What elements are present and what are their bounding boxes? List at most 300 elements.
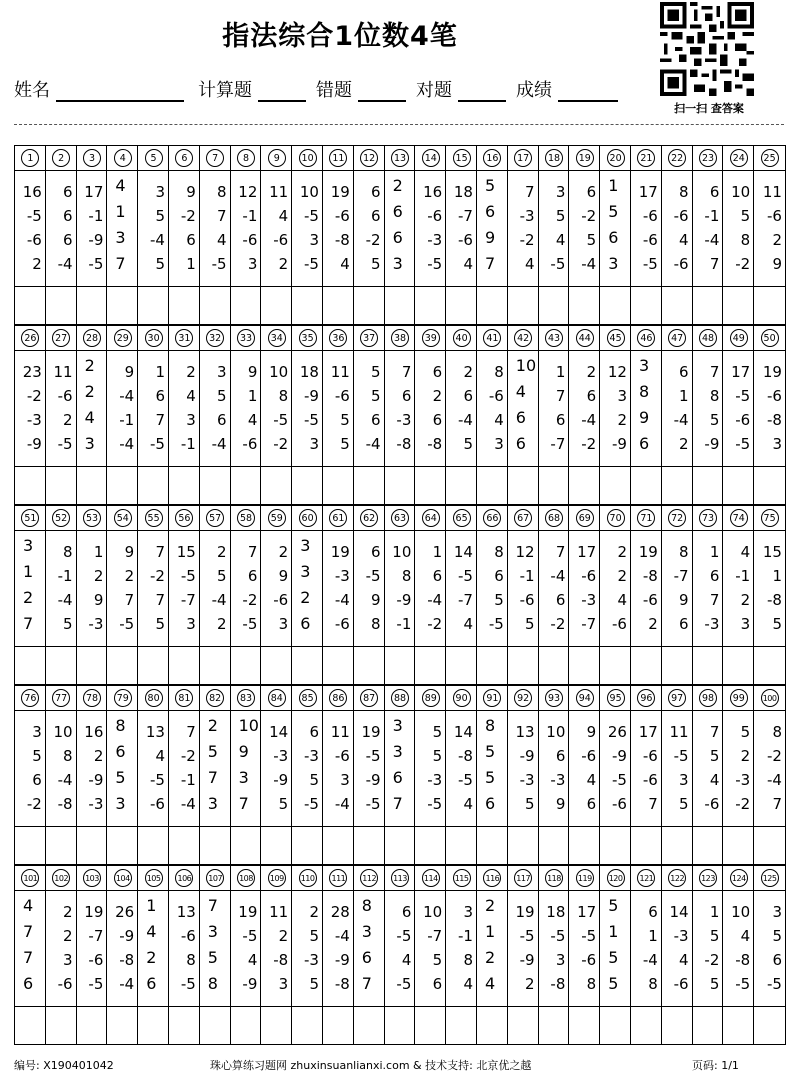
header-divider	[15, 890, 45, 891]
answer-box[interactable]	[754, 287, 785, 324]
problem-column	[169, 686, 200, 864]
problem-value: 18	[453, 183, 473, 201]
problem-value: 8	[494, 363, 504, 381]
answer-box[interactable]	[539, 1007, 569, 1044]
answer-box[interactable]	[631, 467, 661, 504]
answer-box[interactable]	[292, 467, 322, 504]
answer-box[interactable]	[569, 1007, 599, 1044]
problem-column	[723, 506, 754, 684]
name-field[interactable]	[56, 78, 184, 102]
problem-value: 8	[63, 747, 73, 765]
answer-box[interactable]	[631, 1007, 661, 1044]
problem-number-badge: 62	[360, 509, 378, 527]
answer-box[interactable]	[693, 827, 723, 864]
problem-number-badge: 46	[637, 329, 655, 347]
header-divider	[600, 710, 630, 711]
problem-value: 4	[525, 255, 535, 273]
problem-value: -5	[519, 927, 535, 945]
answer-box[interactable]	[477, 827, 507, 864]
answer-box[interactable]	[693, 1007, 723, 1044]
problem-value: 6	[432, 567, 443, 585]
header-divider	[15, 170, 45, 171]
answer-box[interactable]	[446, 647, 476, 684]
problem-value: -7	[88, 927, 104, 945]
problem-value: 26	[115, 903, 135, 921]
problem-value: 7	[555, 387, 566, 405]
problem-number-badge: 47	[668, 329, 686, 347]
problem-column	[415, 146, 446, 324]
answer-box[interactable]	[77, 827, 107, 864]
problem-value: 2	[432, 387, 443, 405]
answer-box[interactable]	[169, 1007, 199, 1044]
problem-value: 6	[432, 411, 443, 429]
answer-box[interactable]	[107, 647, 137, 684]
answer-box[interactable]	[231, 287, 261, 324]
answer-box[interactable]	[631, 647, 661, 684]
answer-box[interactable]	[477, 1007, 507, 1044]
problem-value: 6	[371, 183, 381, 201]
answer-box[interactable]	[323, 827, 353, 864]
problem-column	[600, 146, 631, 324]
answer-box[interactable]	[723, 287, 753, 324]
problem-value: 2	[617, 567, 627, 585]
problem-value: -8	[334, 231, 350, 249]
header-divider	[693, 710, 723, 711]
answer-box[interactable]	[15, 1007, 45, 1044]
problem-value: 6	[639, 434, 650, 453]
problem-value: -9	[273, 771, 289, 789]
answer-box[interactable]	[354, 647, 384, 684]
header-divider	[261, 170, 291, 171]
problem-value: 12	[515, 543, 535, 561]
problem-column	[261, 506, 292, 684]
problem-number-badge: 94	[576, 689, 594, 707]
problem-value: 3	[207, 794, 218, 813]
problem-value: 8	[361, 896, 372, 915]
problem-value: 5	[371, 363, 381, 381]
problem-number-badge: 31	[175, 329, 193, 347]
problem-value: 6	[247, 567, 258, 585]
header-divider	[169, 350, 199, 351]
header-divider	[723, 710, 753, 711]
answer-box[interactable]	[415, 827, 445, 864]
calc-count-label: 计算题	[198, 80, 252, 101]
answer-box[interactable]	[354, 1007, 384, 1044]
answer-box[interactable]	[15, 467, 45, 504]
answer-box[interactable]	[662, 647, 692, 684]
problem-value: -7	[550, 435, 566, 453]
answer-box[interactable]	[261, 827, 291, 864]
answer-box[interactable]	[323, 287, 353, 324]
answer-box[interactable]	[292, 287, 322, 324]
answer-box[interactable]	[415, 1007, 445, 1044]
problem-column	[354, 506, 385, 684]
problem-value: -4	[550, 567, 566, 585]
problem-value: 6	[371, 207, 381, 225]
problem-value: 4	[586, 771, 597, 789]
problem-value: 3	[155, 183, 165, 201]
answer-box[interactable]	[569, 287, 599, 324]
answer-box[interactable]	[231, 467, 261, 504]
problem-value: 2	[740, 747, 751, 765]
answer-box[interactable]	[723, 647, 753, 684]
problem-value: 6	[586, 387, 597, 405]
answer-box[interactable]	[354, 827, 384, 864]
answer-box[interactable]	[446, 467, 476, 504]
header-divider	[415, 530, 445, 531]
problem-value: 3	[300, 536, 311, 555]
problem-value: 4	[463, 255, 473, 273]
problem-value: 6	[361, 948, 372, 967]
problem-number-badge: 15	[453, 149, 471, 167]
problem-column	[200, 866, 231, 1044]
answer-box[interactable]	[508, 647, 538, 684]
problem-value: -5	[612, 771, 627, 789]
problem-value: -5	[150, 771, 165, 789]
answer-box[interactable]	[539, 287, 569, 324]
problem-number-badge: 105	[145, 869, 163, 887]
problem-value: 6	[371, 411, 381, 429]
problem-column	[600, 326, 631, 504]
answer-box[interactable]	[231, 647, 261, 684]
problem-column	[446, 146, 477, 324]
answer-box[interactable]	[169, 467, 199, 504]
problem-value: -3	[26, 411, 42, 429]
problem-value: 3	[617, 387, 627, 405]
answer-box[interactable]	[77, 1007, 107, 1044]
answer-box[interactable]	[231, 1007, 261, 1044]
problem-number-badge: 8	[237, 149, 255, 167]
answer-box[interactable]	[107, 827, 137, 864]
answer-box[interactable]	[138, 467, 168, 504]
problem-column	[539, 326, 570, 504]
problem-value: 6	[309, 723, 319, 741]
problem-column	[15, 326, 46, 504]
answer-box[interactable]	[446, 1007, 476, 1044]
problem-value: 4	[155, 747, 165, 765]
answer-box[interactable]	[415, 647, 445, 684]
problem-value: 7	[709, 363, 720, 381]
answer-box[interactable]	[385, 287, 415, 324]
header-divider	[631, 530, 661, 531]
answer-box[interactable]	[385, 827, 415, 864]
problem-value: 19	[638, 543, 658, 561]
answer-box[interactable]	[600, 1007, 630, 1044]
problem-number-badge: 48	[699, 329, 717, 347]
answer-box[interactable]	[662, 827, 692, 864]
problem-number-badge: 108	[237, 869, 255, 887]
problem-number-badge: 10	[299, 149, 317, 167]
answer-box[interactable]	[754, 647, 785, 684]
problem-number-badge: 45	[607, 329, 625, 347]
footer-page: 页码: 1/1	[692, 1059, 739, 1072]
answer-box[interactable]	[600, 647, 630, 684]
problem-value: -6	[642, 207, 658, 225]
answer-box[interactable]	[693, 647, 723, 684]
header-divider	[723, 530, 753, 531]
header-divider	[723, 350, 753, 351]
problem-value: -6	[334, 615, 350, 633]
problem-column	[446, 866, 477, 1044]
answer-box[interactable]	[15, 647, 45, 684]
problem-value: 4	[463, 795, 473, 813]
problem-column	[107, 506, 138, 684]
answer-box[interactable]	[631, 827, 661, 864]
answer-box[interactable]	[723, 1007, 753, 1044]
header-divider	[107, 530, 137, 531]
answer-box[interactable]	[107, 467, 137, 504]
header-divider	[200, 890, 230, 891]
answer-box[interactable]	[662, 1007, 692, 1044]
answer-box[interactable]	[169, 647, 199, 684]
answer-box[interactable]	[323, 1007, 353, 1044]
answer-box[interactable]	[477, 647, 507, 684]
right-count-field[interactable]	[458, 78, 506, 102]
answer-box[interactable]	[569, 647, 599, 684]
answer-box[interactable]	[15, 827, 45, 864]
header-divider	[539, 890, 569, 891]
problem-value: -5	[767, 975, 782, 993]
answer-box[interactable]	[77, 287, 107, 324]
problem-value: -6	[26, 231, 42, 249]
answer-box[interactable]	[415, 467, 445, 504]
problem-value: 11	[762, 183, 782, 201]
answer-box[interactable]	[46, 1007, 76, 1044]
answer-box[interactable]	[385, 467, 415, 504]
answer-box[interactable]	[723, 467, 753, 504]
problem-value: 5	[494, 591, 504, 609]
problem-number-badge: 75	[761, 509, 779, 527]
answer-box[interactable]	[600, 287, 630, 324]
problem-column	[231, 866, 262, 1044]
problem-value: 14	[669, 903, 689, 921]
problem-value: 6	[23, 974, 34, 993]
problem-column	[754, 506, 785, 684]
problem-column	[77, 866, 108, 1044]
problem-value: 6	[432, 363, 443, 381]
answer-box[interactable]	[600, 467, 630, 504]
problem-value: 8	[217, 183, 227, 201]
answer-box[interactable]	[385, 647, 415, 684]
problem-value: 4	[494, 411, 504, 429]
answer-box[interactable]	[292, 827, 322, 864]
problem-value: 6	[586, 795, 597, 813]
problem-value: -4	[581, 411, 597, 429]
answer-box[interactable]	[107, 287, 137, 324]
problem-value: -4	[119, 387, 135, 405]
answer-box[interactable]	[138, 647, 168, 684]
problem-number-badge: 68	[545, 509, 563, 527]
problem-column	[231, 146, 262, 324]
problem-value: 3	[217, 363, 227, 381]
problem-value: -5	[396, 927, 412, 945]
answer-box[interactable]	[693, 467, 723, 504]
answer-box[interactable]	[754, 467, 785, 504]
problem-value: 5	[155, 615, 165, 633]
problem-value: 9	[371, 591, 381, 609]
header-divider	[477, 350, 507, 351]
header-divider	[15, 350, 45, 351]
problem-value: 6	[300, 614, 311, 633]
problem-number-badge: 6	[175, 149, 193, 167]
problem-value: 7	[207, 896, 218, 915]
problem-value: -2	[735, 795, 751, 813]
header-divider	[477, 170, 507, 171]
problem-number-badge: 52	[52, 509, 70, 527]
answer-box[interactable]	[323, 647, 353, 684]
answer-box[interactable]	[200, 1007, 230, 1044]
header-divider	[539, 530, 569, 531]
problem-number-badge: 123	[699, 869, 717, 887]
answer-box[interactable]	[46, 467, 76, 504]
answer-box[interactable]	[477, 287, 507, 324]
problem-value: 2	[278, 255, 289, 273]
problem-value: 8	[709, 387, 720, 405]
problem-column	[261, 146, 292, 324]
answer-box[interactable]	[539, 647, 569, 684]
problem-value: 3	[115, 794, 126, 813]
answer-box[interactable]	[261, 1007, 291, 1044]
wrong-count-field[interactable]	[358, 78, 406, 102]
problem-value: -8	[119, 951, 135, 969]
answer-box[interactable]	[107, 1007, 137, 1044]
problem-value: 7	[217, 207, 227, 225]
problem-column	[569, 686, 600, 864]
answer-box[interactable]	[508, 827, 538, 864]
header-divider	[354, 170, 384, 171]
answer-box[interactable]	[323, 467, 353, 504]
problem-value: -9	[612, 747, 627, 765]
problem-value: -6	[612, 615, 627, 633]
problem-value: 5	[432, 723, 443, 741]
problem-value: -4	[180, 795, 196, 813]
score-field[interactable]	[558, 78, 618, 102]
problem-number-badge: 36	[329, 329, 347, 347]
answer-box[interactable]	[631, 287, 661, 324]
answer-box[interactable]	[446, 287, 476, 324]
answer-box[interactable]	[354, 467, 384, 504]
problem-value: 9	[93, 591, 104, 609]
problem-value: 16	[84, 723, 104, 741]
header-divider	[385, 710, 415, 711]
header-divider	[138, 710, 168, 711]
answer-box[interactable]	[754, 827, 785, 864]
problem-number-badge: 67	[514, 509, 532, 527]
answer-box[interactable]	[200, 827, 230, 864]
answer-box[interactable]	[77, 467, 107, 504]
problem-number-badge: 30	[145, 329, 163, 347]
answer-box[interactable]	[354, 287, 384, 324]
answer-box[interactable]	[693, 287, 723, 324]
header-divider	[539, 350, 569, 351]
answer-box[interactable]	[600, 827, 630, 864]
problem-value: -3	[396, 411, 412, 429]
problem-value: -3	[304, 951, 319, 969]
calc-count-field[interactable]	[258, 78, 306, 102]
problem-column	[107, 686, 138, 864]
answer-box[interactable]	[138, 1007, 168, 1044]
answer-box[interactable]	[46, 827, 76, 864]
problem-column	[169, 326, 200, 504]
answer-box[interactable]	[723, 827, 753, 864]
answer-box[interactable]	[385, 1007, 415, 1044]
answer-box[interactable]	[415, 287, 445, 324]
answer-box[interactable]	[569, 827, 599, 864]
student-info-line	[14, 74, 654, 102]
problem-value: 5	[485, 176, 496, 195]
problem-value: -6	[242, 231, 258, 249]
answer-box[interactable]	[200, 467, 230, 504]
answer-box[interactable]	[508, 467, 538, 504]
answer-box[interactable]	[46, 647, 76, 684]
header-divider	[323, 890, 353, 891]
answer-box[interactable]	[662, 287, 692, 324]
problem-value: -9	[612, 435, 627, 453]
answer-box[interactable]	[15, 287, 45, 324]
answer-box[interactable]	[261, 467, 291, 504]
problem-number-badge: 122	[668, 869, 686, 887]
answer-box[interactable]	[539, 827, 569, 864]
header-divider	[323, 170, 353, 171]
answer-box[interactable]	[138, 827, 168, 864]
answer-box[interactable]	[569, 467, 599, 504]
problem-value: -3	[88, 615, 104, 633]
answer-box[interactable]	[539, 467, 569, 504]
header-divider	[107, 710, 137, 711]
problem-number-badge: 63	[391, 509, 409, 527]
problem-number-badge: 61	[329, 509, 347, 527]
problem-value: -1	[57, 567, 73, 585]
problem-value: 6	[555, 747, 566, 765]
answer-box[interactable]	[46, 287, 76, 324]
answer-box[interactable]	[138, 287, 168, 324]
problem-value: 1	[432, 543, 443, 561]
problem-number-badge: 66	[483, 509, 501, 527]
answer-box[interactable]	[200, 647, 230, 684]
problem-value: -6	[150, 795, 165, 813]
answer-box[interactable]	[77, 647, 107, 684]
answer-box[interactable]	[261, 647, 291, 684]
answer-box[interactable]	[292, 647, 322, 684]
answer-box[interactable]	[508, 1007, 538, 1044]
problem-value: 13	[176, 903, 196, 921]
problem-number-badge: 76	[21, 689, 39, 707]
answer-box[interactable]	[292, 1007, 322, 1044]
problem-value: -5	[304, 255, 319, 273]
answer-box[interactable]	[169, 287, 199, 324]
answer-box[interactable]	[754, 1007, 785, 1044]
answer-box[interactable]	[662, 467, 692, 504]
problem-value: -3	[427, 771, 443, 789]
answer-box[interactable]	[477, 467, 507, 504]
problem-column	[539, 146, 570, 324]
answer-box[interactable]	[446, 827, 476, 864]
problem-number-badge: 54	[114, 509, 132, 527]
answer-box[interactable]	[261, 287, 291, 324]
answer-box[interactable]	[200, 287, 230, 324]
header-divider	[169, 530, 199, 531]
qr-code-image[interactable]	[660, 2, 754, 96]
problem-value: 3	[392, 716, 403, 735]
answer-box[interactable]	[169, 827, 199, 864]
answer-box[interactable]	[231, 827, 261, 864]
problem-value: -5	[242, 927, 258, 945]
problem-number-badge: 42	[514, 329, 532, 347]
answer-box[interactable]	[508, 287, 538, 324]
header-divider	[385, 890, 415, 891]
problem-value: 9	[278, 567, 289, 585]
problem-column	[693, 686, 724, 864]
